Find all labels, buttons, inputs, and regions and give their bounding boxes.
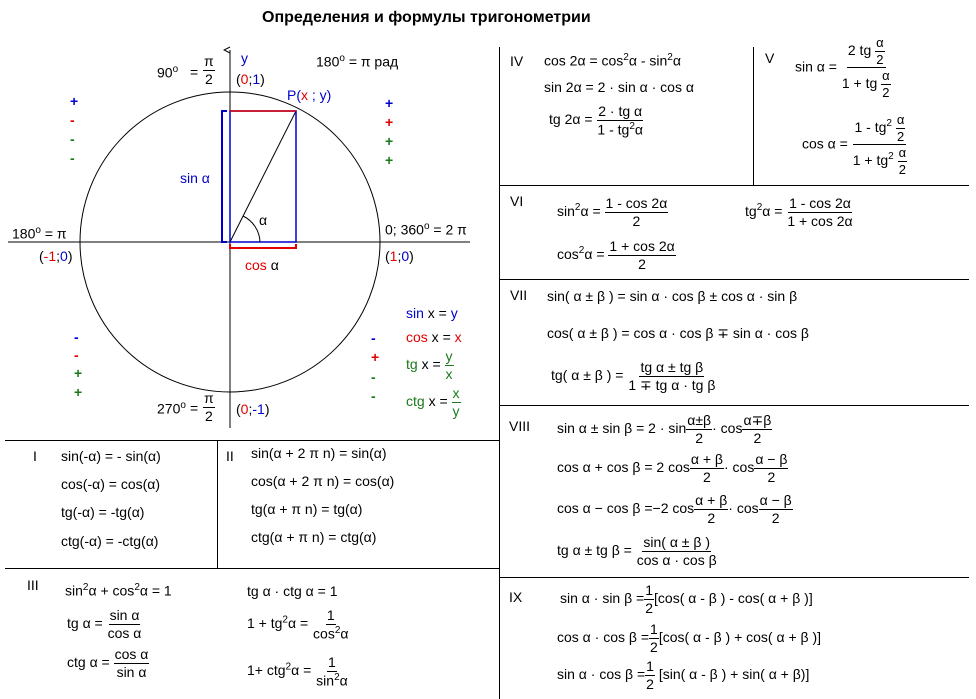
- sign-q1-cos: +: [385, 114, 394, 130]
- label-270-eq: =: [190, 400, 199, 416]
- angle-arc: [243, 216, 260, 242]
- section-I-line-4: ctg(-α) = -ctg(α): [61, 533, 159, 549]
- sign-q2-ctg: -: [70, 150, 75, 166]
- sign-q4-ctg: -: [371, 388, 376, 404]
- label-90-deg: 90$^o$: [157, 64, 179, 81]
- sign-q1-tg: +: [385, 133, 394, 149]
- sin-alpha-label: sin α: [180, 170, 210, 186]
- section-II-line-1: sin(α + 2 π n) = sin(α): [251, 445, 387, 461]
- sign-q4-tg: -: [371, 369, 376, 385]
- point-left: (-1;0): [39, 248, 73, 264]
- section-III-tg: tg α = $\frac{\text{sin α}}{\text{cos α}}$: [67, 607, 142, 641]
- section-VIII-sin-sum: sin α ± sin β = 2 · sin $\frac{\alpha\pm\beta}{2}$ · cos $\frac{\alpha\mp\beta}{2}$: [557, 412, 772, 446]
- divider-right-horizontal-2: [499, 279, 969, 280]
- page-title: Определения и формулы тригонометрии: [262, 9, 591, 26]
- section-IV-label: IV: [510, 53, 524, 69]
- sin-bracket: [222, 111, 227, 242]
- section-VI-cos-sq: $\cos^2\alpha$ = $\frac{1 + \cos 2\alpha}{2}$: [557, 238, 675, 272]
- def-tg: tg x = $\frac{y}{x}$: [406, 348, 453, 382]
- def-ctg: ctg x = $\frac{x}{y}$: [406, 385, 460, 419]
- section-VIII-label: VIII: [509, 418, 531, 434]
- section-I-line-1: sin(-α) = - sin(α): [61, 448, 161, 464]
- section-III-ctg-sq: 1+ ctg$^2$α = $\frac{1}{\sin^2\alpha}$: [247, 654, 348, 689]
- section-IX-label: IX: [509, 589, 523, 605]
- section-II-line-2: cos(α + 2 π n) = cos(α): [251, 473, 395, 489]
- section-VII-cos: cos( α ± β ) = cos α · cos β ∓ sin α · cos β: [547, 325, 809, 341]
- section-I-label: I: [33, 448, 37, 464]
- section-VI-sin-sq: $\sin^2\alpha$ = $\frac{1 - \cos 2\alpha}{2}$: [557, 195, 668, 229]
- section-III-label: III: [27, 577, 39, 593]
- section-VII-tg: tg( α ± β ) = $\frac{\text{tg α ± tg β}}{\text{1 ∓ tg α · tg β}}$: [551, 359, 716, 393]
- section-IV-tg2a: tg 2α = $\frac{\text{2 · tg α}}{1 - tg^2\alpha}$: [549, 103, 643, 138]
- label-90-eq: =: [190, 64, 199, 80]
- section-II-line-4: ctg(α + π n) = ctg(α): [251, 529, 377, 545]
- section-III-identity: $\sin^2\alpha + \cos^2\alpha = 1$: [65, 582, 172, 599]
- label-360: 0; 360$^o$ = 2 π: [385, 221, 467, 238]
- sign-q3-sin: -: [74, 329, 79, 345]
- section-IV-cos2a: $\cos 2\alpha = \cos^2\alpha - \sin^2\alpha$: [544, 52, 681, 69]
- sign-q2-tg: -: [70, 131, 75, 147]
- section-VI-label: VI: [510, 193, 524, 209]
- sign-q3-cos: -: [74, 347, 79, 363]
- cos-alpha-label: cos α: [245, 257, 279, 273]
- def-sin: sin x = y: [406, 305, 458, 321]
- divider-right-horizontal-3: [499, 405, 969, 406]
- section-V-label: V: [765, 50, 775, 66]
- section-VIII-tg-sum: tg α ± tg β = $\frac{\sin( \alpha \pm \beta )}{\text{cos α · cos β}}$: [557, 534, 717, 568]
- section-II-line-3: tg(α + π n) = tg(α): [251, 501, 363, 517]
- section-III-tg-ctg: tg α · ctg α = 1: [247, 583, 338, 599]
- divider-I-II: [217, 440, 218, 568]
- label-180-left: 180$^o$ = π: [12, 225, 67, 242]
- section-VII-sin: sin( α ± β ) = sin α · cos β ± cos α · sin β: [547, 288, 798, 304]
- section-IX-sin-sin: sin α · sin β = $\frac{1}{2}$ [cos( α - β ) - cos( α + β )]: [560, 582, 813, 616]
- divider-left-horizontal-2: [5, 568, 499, 569]
- alpha-label: α: [259, 212, 268, 228]
- sign-q4-sin: -: [371, 330, 376, 346]
- section-IX-sin-cos: sin α · cos β = $\frac{1}{2}$ [sin( α - β ) + sin( α + β)]: [557, 658, 810, 692]
- y-axis-label: y: [241, 50, 248, 66]
- point-p: P(x ; y): [287, 87, 332, 103]
- label-180-rad: 180$^o$ = π рад: [316, 53, 399, 70]
- sign-q2-sin: +: [70, 93, 79, 109]
- section-VIII-cos-sum: cos α + cos β = 2 cos $\frac{\alpha + \beta}{2}$ · cos $\frac{\alpha - \beta}{2}$: [557, 451, 788, 485]
- section-VIII-cos-diff: cos α − cos β =−2 cos $\frac{\alpha + \beta}{2}$ · cos $\frac{\alpha - \beta}{2}$: [557, 492, 792, 526]
- section-IX-cos-cos: cos α · cos β = $\frac{1}{2}$ [cos( α - β ) + cos( α + β )]: [557, 621, 822, 655]
- point-bottom: (0;-1): [236, 401, 270, 417]
- sign-q2-cos: -: [70, 112, 75, 128]
- divider-right-horizontal-1: [499, 185, 969, 186]
- sign-q3-tg: +: [74, 365, 83, 381]
- point-top: (0;1): [236, 71, 265, 87]
- section-II-label: II: [226, 448, 234, 464]
- def-cos: cos x = x: [406, 329, 462, 345]
- label-270-frac: $\frac{\pi}{2}$: [204, 390, 214, 424]
- sign-q3-ctg: +: [74, 384, 83, 400]
- section-V-cos: cos α = $1 - tg^2$ $\frac{\alpha}{2}$ $1 + tg^2$ $\frac{\alpha}{2}$: [802, 112, 907, 177]
- divider-left-horizontal-1: [5, 440, 499, 441]
- section-III-ctg: ctg α = $\frac{\text{cos α}}{\text{sin α}}$: [67, 646, 149, 680]
- sign-q1-ctg: +: [385, 152, 394, 168]
- section-IV-sin2a: sin 2α = 2 · sin α · cos α: [544, 79, 694, 95]
- sign-q4-cos: +: [371, 349, 380, 365]
- section-III-tg-sq: $1 + tg^2\alpha$ = $\frac{1}{\cos^2\alpha}$: [247, 607, 349, 642]
- divider-right-horizontal-4: [499, 577, 969, 578]
- sign-q1-sin: +: [385, 95, 394, 111]
- section-VI-tg-sq: $tg^2\alpha$ = $\frac{1 - \cos 2\alpha}{1 + \cos 2\alpha}$: [745, 195, 853, 229]
- label-90-frac: $\frac{\pi}{2}$: [204, 53, 214, 87]
- label-270-deg: 270$^o$: [157, 400, 186, 417]
- section-I-line-2: cos(-α) = cos(α): [61, 476, 161, 492]
- section-I-line-3: tg(-α) = -tg(α): [61, 504, 145, 520]
- cos-bracket: [230, 244, 296, 248]
- section-V-sin: sin α = 2 tg $\frac{\alpha}{2}$ 1 + tg $\frac{\alpha}{2}$: [795, 35, 890, 100]
- divider-IV-V: [753, 47, 754, 185]
- section-VII-label: VII: [510, 287, 528, 303]
- point-right: (1;0): [385, 248, 414, 264]
